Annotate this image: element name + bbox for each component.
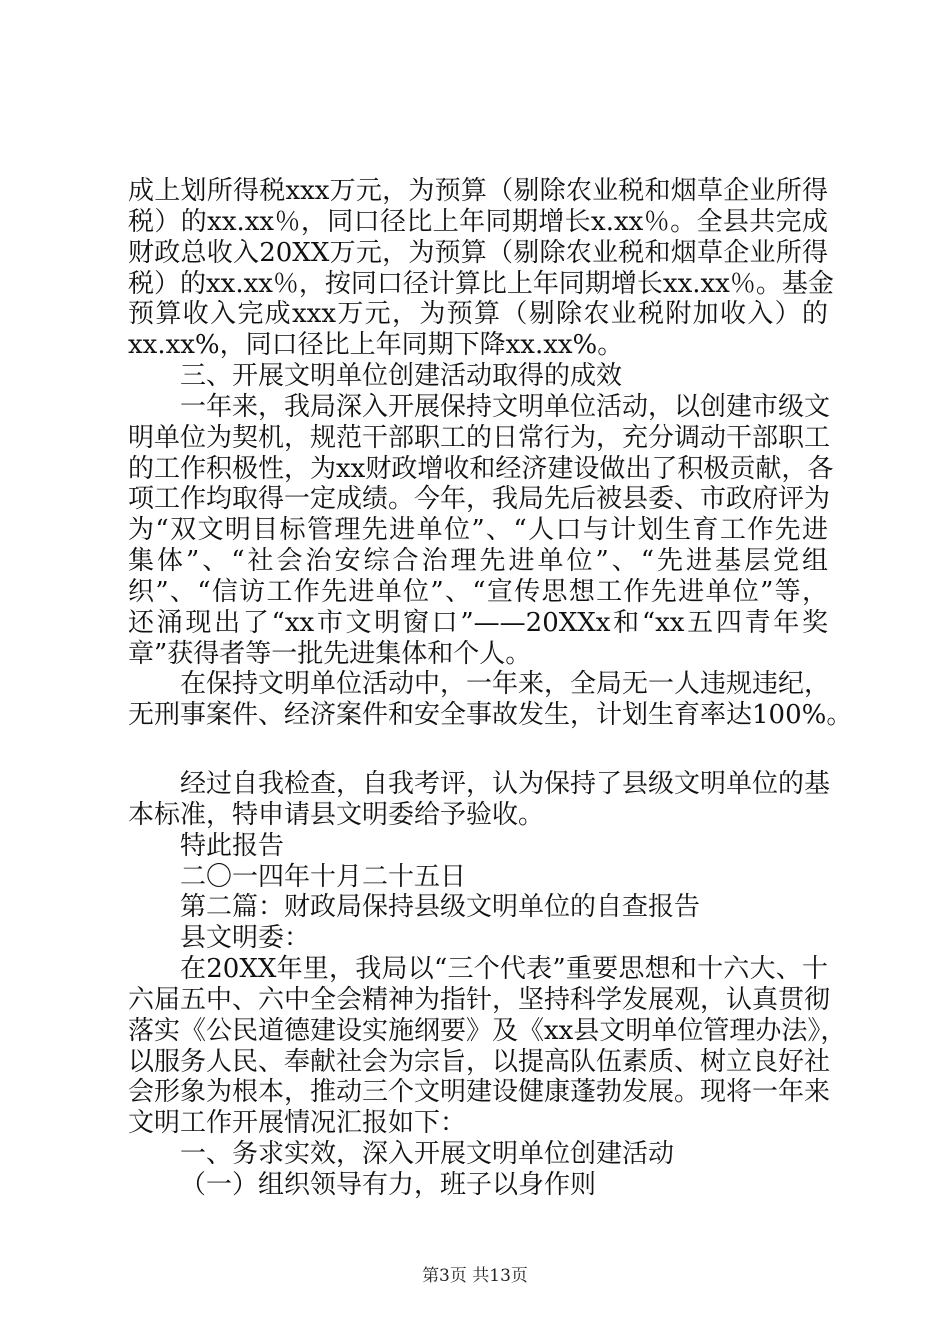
paragraph-first-line: 经过自我检查，自我考评，认为保持了县级文明单位的基 [180, 769, 831, 799]
paragraph-first-line: 在20XX年里，我局以“三个代表”重要思想和十六大、十 [180, 954, 828, 984]
body-text-line: 六届五中、六中全会精神为指针，坚持科学发展观，认真贯彻 [128, 985, 831, 1015]
closing-text: 特此报告 [180, 831, 285, 861]
body-text-line: 的工作积极性，为xx财政增收和经济建设做出了积极贡献，各 [128, 454, 834, 484]
body-text-line: 织”、“信访工作先进单位”、“宣传思想工作先进单位”等， [128, 577, 828, 607]
body-text-line: 还涌现出了“xx市文明窗口”——20XXx和“xx五四青年奖 [128, 608, 828, 638]
body-text-line: 会形象为根本，推动三个文明建设健康蓬勃发展。现将一年来 [128, 1077, 831, 1107]
body-text-line: 预算收入完成xxx万元，为预算（剔除农业税附加收入）的 [128, 299, 828, 329]
body-text-line: 税）的xx.xx％，按同口径计算比上年同期增长xx.xx％。基金 [128, 269, 834, 299]
body-text-line: 税）的xx.xx％，同口径比上年同期增长x.xx％。全县共完成 [128, 207, 828, 237]
body-text-line: 本标准，特申请县文明委给予验收。 [128, 800, 545, 830]
subsection-heading: （一）组织领导有力，班子以身作则 [180, 1170, 597, 1200]
body-text-line: 集体”、“社会治安综合治理先进单位”、“先进基层党组 [128, 546, 828, 576]
body-text-line: 财政总收入20XX万元，为预算（剔除农业税和烟草企业所得 [128, 238, 828, 268]
salutation: 县文明委： [180, 923, 311, 953]
body-text-line: 落实《公民道德建设实施纲要》及《xx县文明单位管理办法》， [128, 1016, 847, 1046]
body-text-line: 明单位为契机，规范干部职工的日常行为，充分调动干部职工 [128, 423, 831, 453]
body-text-line: 以服务人民、奉献社会为宗旨，以提高队伍素质、树立良好社 [128, 1047, 831, 1077]
section-heading: 三、开展文明单位创建活动取得的成效 [180, 361, 623, 391]
paragraph-first-line: 一年来，我局深入开展保持文明单位活动，以创建市级文 [180, 392, 831, 422]
body-text-line: 为“双文明目标管理先进单位”、“人口与计划生育工作先进 [128, 515, 828, 545]
body-text-line: 章”获得者等一批先进集体和个人。 [128, 639, 532, 669]
body-text-line: xx.xx%，同口径比上年同期下降xx.xx%。 [128, 330, 624, 360]
body-text-line: 文明工作开展情况汇报如下： [128, 1108, 467, 1138]
section-heading: 一、务求实效，深入开展文明单位创建活动 [180, 1139, 675, 1169]
body-text-line: 项工作均取得一定成绩。今年，我局先后被县委、市政府评为 [128, 484, 831, 514]
report-date: 二〇一四年十月二十五日 [180, 862, 467, 892]
page-footer: 第3页 共13页 [422, 1266, 528, 1286]
body-text-line: 无刑事案件、经济案件和安全事故发生，计划生育率达100%。 [128, 700, 853, 730]
paragraph-first-line: 在保持文明单位活动中，一年来，全局无一人违规违纪， [180, 669, 831, 699]
chapter-title: 第二篇：财政局保持县级文明单位的自查报告 [180, 892, 701, 922]
body-text-line: 成上划所得税xxx万元，为预算（剔除农业税和烟草企业所得 [128, 176, 828, 206]
